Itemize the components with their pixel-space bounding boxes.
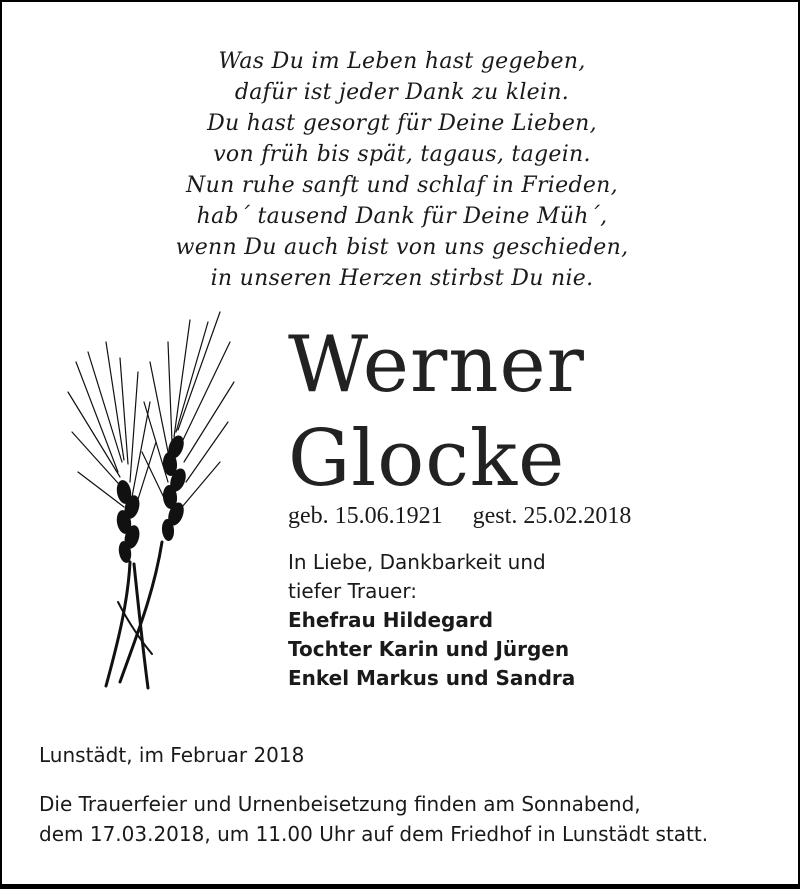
ceremony-line: Die Trauerfeier und Urnenbeisetzung finden am Sonnabend,	[39, 792, 641, 816]
birth-date: geb. 15.06.1921	[288, 503, 443, 529]
poem-line: Was Du im Leben hast gegeben,	[218, 49, 586, 74]
mourners-block	[288, 548, 575, 693]
mourner-name: Enkel Markus und Sandra	[288, 666, 576, 690]
ceremony-line: dem 17.03.2018, um 11.00 Uhr auf dem Friedhof in Lunstädt statt.	[39, 822, 709, 846]
poem-line: hab´ tausend Dank für Deine Müh´,	[196, 204, 608, 229]
poem-line: von früh bis spät, tagaus, tagein.	[213, 142, 591, 167]
poem-line: Nun ruhe sanft und schlaf in Frieden,	[186, 173, 618, 198]
deceased-last-name: Glocke	[288, 414, 566, 504]
place-and-date: Lunstädt, im Februar 2018	[39, 743, 305, 767]
ceremony-info	[39, 789, 708, 849]
poem-line: dafür ist jeder Dank zu klein.	[234, 80, 570, 105]
death-date: gest. 25.02.2018	[472, 503, 632, 529]
deceased-first-name: Werner	[288, 320, 585, 410]
mourners-intro-line: In Liebe, Dankbarkeit und	[288, 550, 546, 574]
mourners-intro-line: tiefer Trauer:	[288, 579, 417, 603]
poem-line: in unseren Herzen stirbst Du nie.	[210, 266, 594, 291]
mourner-name: Tochter Karin und Jürgen	[288, 637, 570, 661]
poem-line: wenn Du auch bist von uns geschieden,	[175, 235, 629, 260]
memorial-poem	[2, 46, 800, 294]
poem-line: Du hast gesorgt für Deine Lieben,	[207, 111, 597, 136]
life-dates	[288, 500, 631, 532]
wheat-ears-icon	[58, 302, 258, 702]
mourner-name: Ehefrau Hildegard	[288, 608, 494, 632]
